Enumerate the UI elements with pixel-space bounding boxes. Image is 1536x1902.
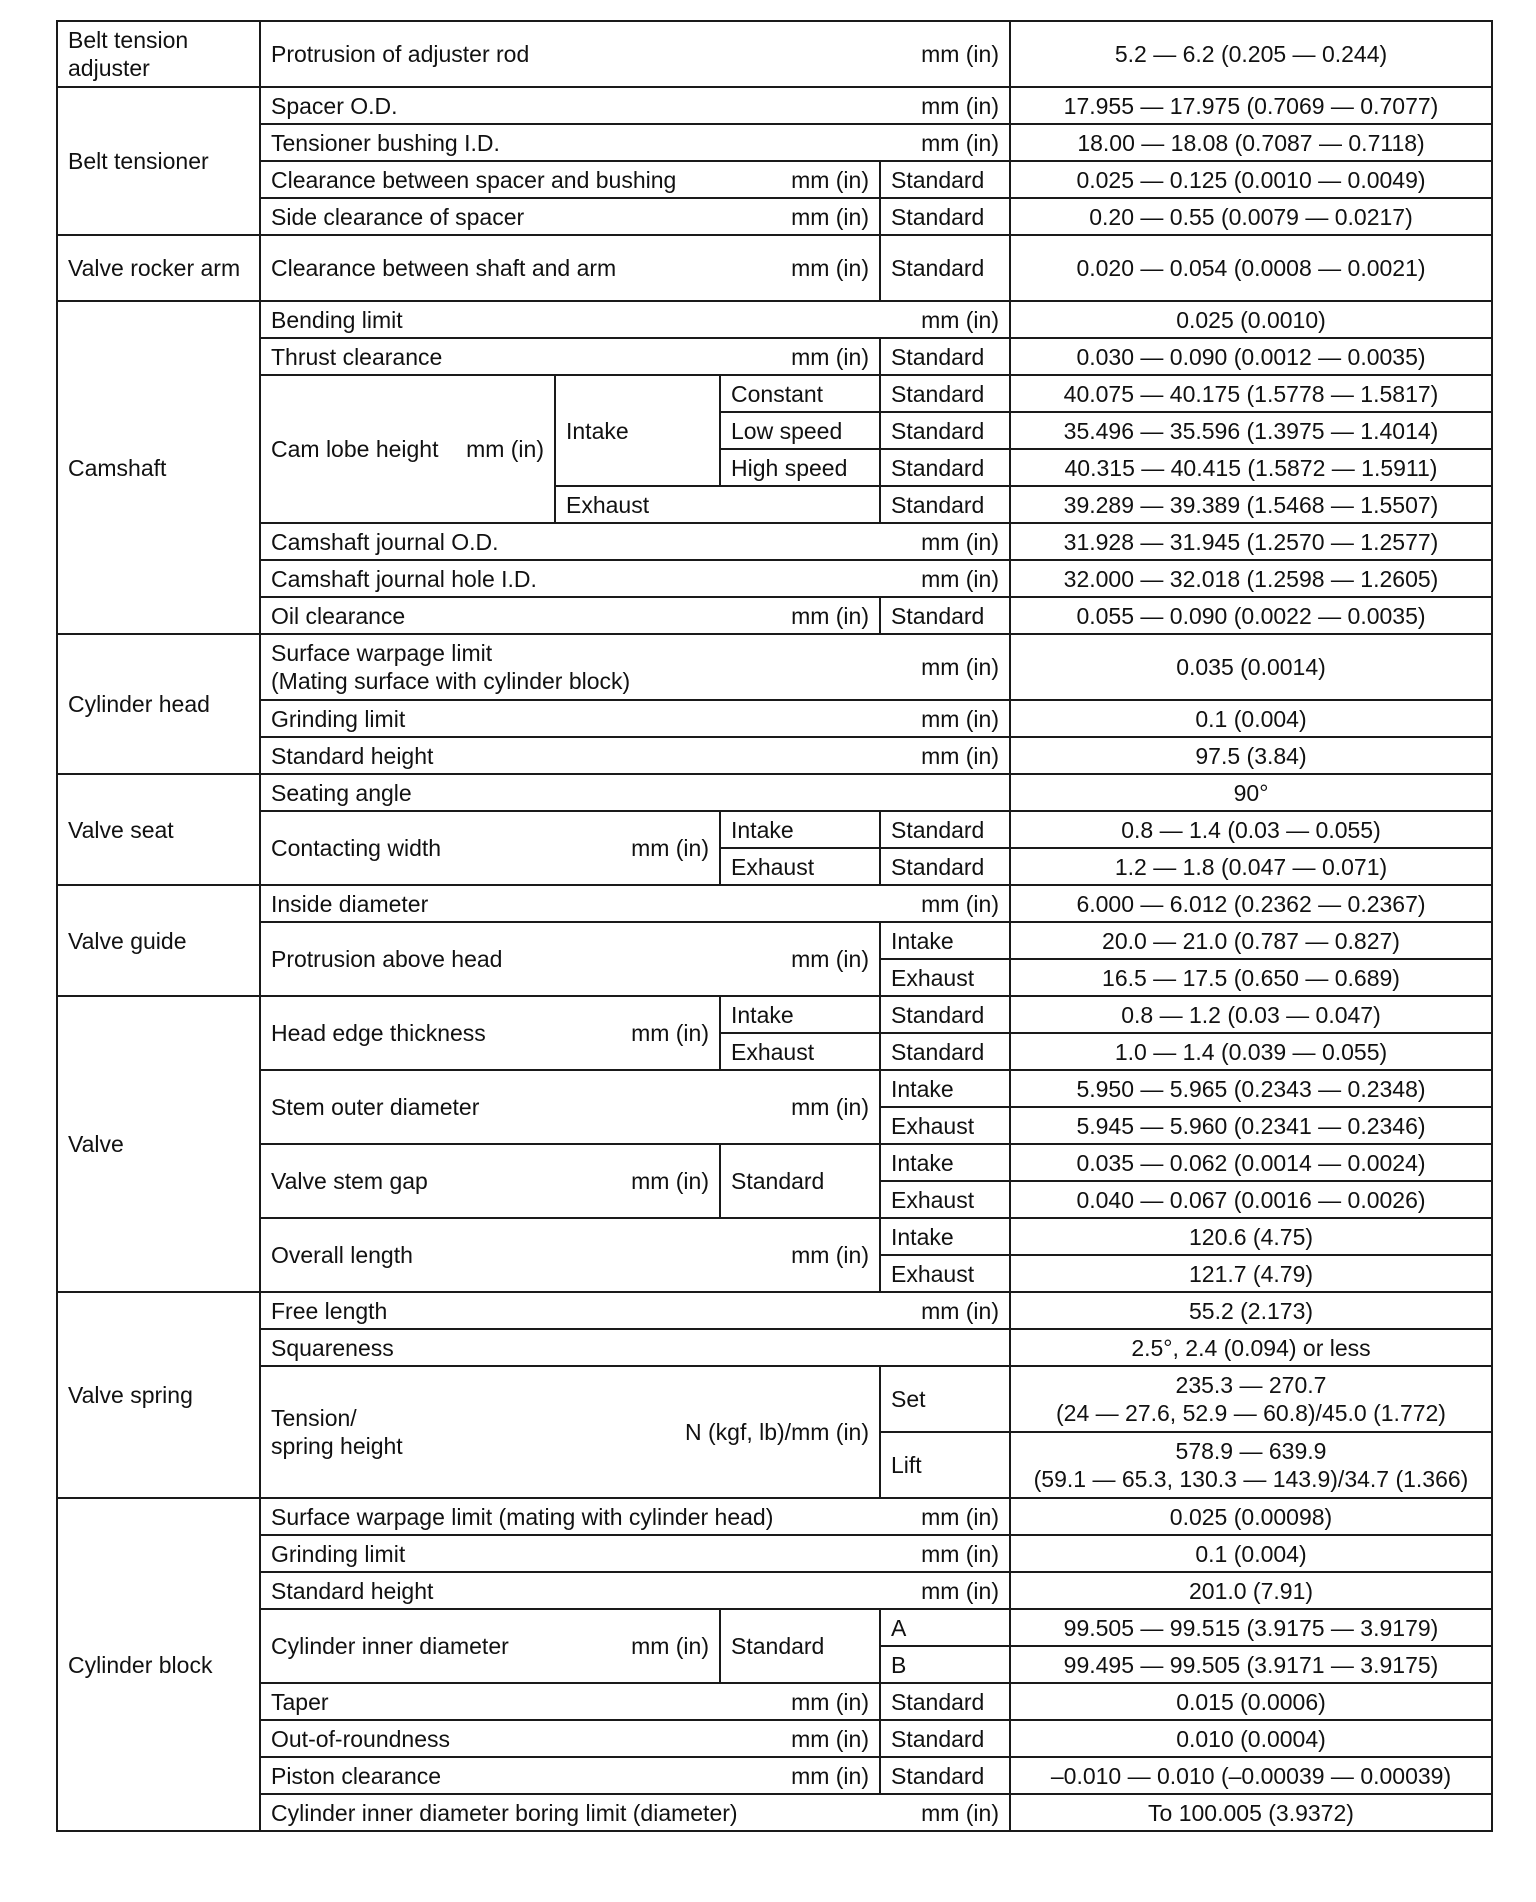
exhaust-label: Exhaust xyxy=(880,1107,1010,1144)
standard-label: Standard xyxy=(880,412,1010,449)
intake-label: Intake xyxy=(555,375,720,486)
item-cell: Bending limit mm (in) xyxy=(260,301,1010,338)
item-cell: Standard height mm (in) xyxy=(260,737,1010,774)
item-cell: Cam lobe height mm (in) xyxy=(260,375,555,523)
table-row xyxy=(57,301,1492,338)
value-cell: –0.010 — 0.010 (–0.00039 — 0.00039) xyxy=(1010,1757,1492,1794)
item-cell: Surface warpage limit (Mating surface with cylinder block) mm (in) xyxy=(260,634,1010,700)
item-cell: Squareness xyxy=(260,1329,1010,1366)
item-cell: Cylinder inner diameter boring limit (diameter) mm (in) xyxy=(260,1794,1010,1831)
item-cell: Spacer O.D. mm (in) xyxy=(260,87,1010,124)
table-row xyxy=(57,198,1492,235)
value-cell: 0.030 — 0.090 (0.0012 — 0.0035) xyxy=(1010,338,1492,375)
item-cell: Side clearance of spacer mm (in) xyxy=(260,198,880,235)
sub-label: Constant xyxy=(720,375,880,412)
value-cell: 121.7 (4.79) xyxy=(1010,1255,1492,1292)
item-cell: Head edge thickness mm (in) xyxy=(260,996,720,1070)
value-cell: 90° xyxy=(1010,774,1492,811)
value-cell: 0.20 — 0.55 (0.0079 — 0.0217) xyxy=(1010,198,1492,235)
exhaust-label: Exhaust xyxy=(880,1181,1010,1218)
standard-label: Standard xyxy=(880,1720,1010,1757)
intake-label: Intake xyxy=(880,1070,1010,1107)
standard-label: Standard xyxy=(880,811,1010,848)
value-cell: 0.1 (0.004) xyxy=(1010,1535,1492,1572)
value-cell: 578.9 — 639.9 (59.1 — 65.3, 130.3 — 143.9)/34.7 (1.366) xyxy=(1010,1432,1492,1498)
value-cell: 39.289 — 39.389 (1.5468 — 1.5507) xyxy=(1010,486,1492,523)
group-label: Valve xyxy=(57,996,260,1292)
value-cell: 0.025 — 0.125 (0.0010 — 0.0049) xyxy=(1010,161,1492,198)
group-label: Valve seat xyxy=(57,774,260,885)
item-cell: Clearance between shaft and arm mm (in) xyxy=(260,235,880,301)
item-cell: Oil clearance mm (in) xyxy=(260,597,880,634)
standard-label: Standard xyxy=(880,198,1010,235)
value-cell: 0.010 (0.0004) xyxy=(1010,1720,1492,1757)
value-cell: 2.5°, 2.4 (0.094) or less xyxy=(1010,1329,1492,1366)
table-row xyxy=(57,87,1492,124)
standard-label: Standard xyxy=(720,1609,880,1683)
table-row xyxy=(57,1366,1492,1432)
group-label: Belt tension adjuster xyxy=(57,21,260,87)
standard-label: Standard xyxy=(880,486,1010,523)
item-cell: Clearance between spacer and bushing mm (in) xyxy=(260,161,880,198)
item-cell: Thrust clearance mm (in) xyxy=(260,338,880,375)
item-cell: Grinding limit mm (in) xyxy=(260,1535,1010,1572)
intake-label: Intake xyxy=(880,922,1010,959)
exhaust-label: Exhaust xyxy=(720,1033,880,1070)
item-cell: Contacting width mm (in) xyxy=(260,811,720,885)
standard-label: Standard xyxy=(880,449,1010,486)
table-row xyxy=(57,1070,1492,1107)
value-cell: 5.2 — 6.2 (0.205 — 0.244) xyxy=(1010,21,1492,87)
item-cell: Taper mm (in) xyxy=(260,1683,880,1720)
value-cell: 0.1 (0.004) xyxy=(1010,700,1492,737)
item-cell: Standard height mm (in) xyxy=(260,1572,1010,1609)
value-cell: 32.000 — 32.018 (1.2598 — 1.2605) xyxy=(1010,560,1492,597)
value-cell: 0.015 (0.0006) xyxy=(1010,1683,1492,1720)
value-cell: 5.945 — 5.960 (0.2341 — 0.2346) xyxy=(1010,1107,1492,1144)
intake-label: Intake xyxy=(720,996,880,1033)
item-cell: Seating angle xyxy=(260,774,1010,811)
table-row xyxy=(57,1329,1492,1366)
standard-label: Standard xyxy=(880,338,1010,375)
item-cell: Grinding limit mm (in) xyxy=(260,700,1010,737)
value-cell: 20.0 — 21.0 (0.787 — 0.827) xyxy=(1010,922,1492,959)
intake-label: Intake xyxy=(720,811,880,848)
group-label: Valve rocker arm xyxy=(57,235,260,301)
table-row xyxy=(57,21,1492,87)
item-cell: Valve stem gap mm (in) xyxy=(260,1144,720,1218)
standard-label: Standard xyxy=(880,996,1010,1033)
group-label: Valve guide xyxy=(57,885,260,996)
table-row xyxy=(57,375,1492,412)
standard-label: Standard xyxy=(880,848,1010,885)
set-label: Set xyxy=(880,1366,1010,1432)
value-cell: 35.496 — 35.596 (1.3975 — 1.4014) xyxy=(1010,412,1492,449)
value-cell: 31.928 — 31.945 (1.2570 — 1.2577) xyxy=(1010,523,1492,560)
value-cell: To 100.005 (3.9372) xyxy=(1010,1794,1492,1831)
table-row xyxy=(57,1609,1492,1646)
intake-label: Intake xyxy=(880,1218,1010,1255)
item-cell: Surface warpage limit (mating with cylinder head) mm (in) xyxy=(260,1498,1010,1535)
item-cell: Stem outer diameter mm (in) xyxy=(260,1070,880,1144)
table-row xyxy=(57,1292,1492,1329)
table-row xyxy=(57,124,1492,161)
table-row xyxy=(57,1535,1492,1572)
table-row xyxy=(57,1757,1492,1794)
grade-b-label: B xyxy=(880,1646,1010,1683)
table-row xyxy=(57,597,1492,634)
value-cell: 0.035 (0.0014) xyxy=(1010,634,1492,700)
value-cell: 55.2 (2.173) xyxy=(1010,1292,1492,1329)
value-cell: 99.505 — 99.515 (3.9175 — 3.9179) xyxy=(1010,1609,1492,1646)
value-cell: 16.5 — 17.5 (0.650 — 0.689) xyxy=(1010,959,1492,996)
item-cell: Free length mm (in) xyxy=(260,1292,1010,1329)
table-row xyxy=(57,922,1492,959)
intake-label: Intake xyxy=(880,1144,1010,1181)
table-row xyxy=(57,737,1492,774)
value-cell: 6.000 — 6.012 (0.2362 — 0.2367) xyxy=(1010,885,1492,922)
table-row xyxy=(57,161,1492,198)
value-cell: 120.6 (4.75) xyxy=(1010,1218,1492,1255)
table-row xyxy=(57,996,1492,1033)
standard-label: Standard xyxy=(720,1144,880,1218)
item-cell: Inside diameter mm (in) xyxy=(260,885,1010,922)
value-cell: 1.2 — 1.8 (0.047 — 0.071) xyxy=(1010,848,1492,885)
group-label: Cylinder block xyxy=(57,1498,260,1831)
item-cell: Protrusion of adjuster rod mm (in) xyxy=(260,21,1010,87)
table-row xyxy=(57,1794,1492,1831)
table-row xyxy=(57,700,1492,737)
item-cell: Tension/ spring height N (kgf, lb)/mm (in) xyxy=(260,1366,880,1498)
exhaust-label: Exhaust xyxy=(720,848,880,885)
group-label: Camshaft xyxy=(57,301,260,634)
exhaust-label: Exhaust xyxy=(880,1255,1010,1292)
group-label: Cylinder head xyxy=(57,634,260,774)
sub-label: Low speed xyxy=(720,412,880,449)
standard-label: Standard xyxy=(880,1033,1010,1070)
value-cell: 201.0 (7.91) xyxy=(1010,1572,1492,1609)
value-cell: 0.055 — 0.090 (0.0022 — 0.0035) xyxy=(1010,597,1492,634)
standard-label: Standard xyxy=(880,1683,1010,1720)
table-row xyxy=(57,1572,1492,1609)
item-cell: Tensioner bushing I.D. mm (in) xyxy=(260,124,1010,161)
value-cell: 0.040 — 0.067 (0.0016 — 0.0026) xyxy=(1010,1181,1492,1218)
value-cell: 5.950 — 5.965 (0.2343 — 0.2348) xyxy=(1010,1070,1492,1107)
table-row xyxy=(57,811,1492,848)
table-row xyxy=(57,1683,1492,1720)
table-row xyxy=(57,560,1492,597)
group-label: Belt tensioner xyxy=(57,87,260,235)
value-cell: 40.315 — 40.415 (1.5872 — 1.5911) xyxy=(1010,449,1492,486)
table-row xyxy=(57,774,1492,811)
value-cell: 0.025 (0.0010) xyxy=(1010,301,1492,338)
value-cell: 0.8 — 1.4 (0.03 — 0.055) xyxy=(1010,811,1492,848)
table-row xyxy=(57,1720,1492,1757)
group-label: Valve spring xyxy=(57,1292,260,1498)
value-cell: 97.5 (3.84) xyxy=(1010,737,1492,774)
table-row xyxy=(57,634,1492,700)
table-row xyxy=(57,1218,1492,1255)
item-cell: Cylinder inner diameter mm (in) xyxy=(260,1609,720,1683)
value-cell: 40.075 — 40.175 (1.5778 — 1.5817) xyxy=(1010,375,1492,412)
item-cell: Piston clearance mm (in) xyxy=(260,1757,880,1794)
item-cell: Camshaft journal hole I.D. mm (in) xyxy=(260,560,1010,597)
item-cell: Out-of-roundness mm (in) xyxy=(260,1720,880,1757)
sub-label: High speed xyxy=(720,449,880,486)
table-row xyxy=(57,885,1492,922)
table-row xyxy=(57,235,1492,301)
value-cell: 99.495 — 99.505 (3.9171 — 3.9175) xyxy=(1010,1646,1492,1683)
value-cell: 0.020 — 0.054 (0.0008 — 0.0021) xyxy=(1010,235,1492,301)
exhaust-label: Exhaust xyxy=(880,959,1010,996)
standard-label: Standard xyxy=(880,235,1010,301)
spec-table xyxy=(56,20,1493,1832)
value-cell: 17.955 — 17.975 (0.7069 — 0.7077) xyxy=(1010,87,1492,124)
standard-label: Standard xyxy=(880,375,1010,412)
value-cell: 18.00 — 18.08 (0.7087 — 0.7118) xyxy=(1010,124,1492,161)
standard-label: Standard xyxy=(880,1757,1010,1794)
spec-sheet xyxy=(56,20,1491,1832)
value-cell: 1.0 — 1.4 (0.039 — 0.055) xyxy=(1010,1033,1492,1070)
item-cell: Camshaft journal O.D. mm (in) xyxy=(260,523,1010,560)
item-cell: Overall length mm (in) xyxy=(260,1218,880,1292)
table-row xyxy=(57,1498,1492,1535)
value-cell: 0.025 (0.00098) xyxy=(1010,1498,1492,1535)
table-row xyxy=(57,338,1492,375)
table-row xyxy=(57,1144,1492,1181)
lift-label: Lift xyxy=(880,1432,1010,1498)
grade-a-label: A xyxy=(880,1609,1010,1646)
item-cell: Protrusion above head mm (in) xyxy=(260,922,880,996)
standard-label: Standard xyxy=(880,597,1010,634)
value-cell: 0.035 — 0.062 (0.0014 — 0.0024) xyxy=(1010,1144,1492,1181)
standard-label: Standard xyxy=(880,161,1010,198)
value-cell: 235.3 — 270.7 (24 — 27.6, 52.9 — 60.8)/45.0 (1.772) xyxy=(1010,1366,1492,1432)
exhaust-label: Exhaust xyxy=(555,486,880,523)
table-row xyxy=(57,523,1492,560)
value-cell: 0.8 — 1.2 (0.03 — 0.047) xyxy=(1010,996,1492,1033)
